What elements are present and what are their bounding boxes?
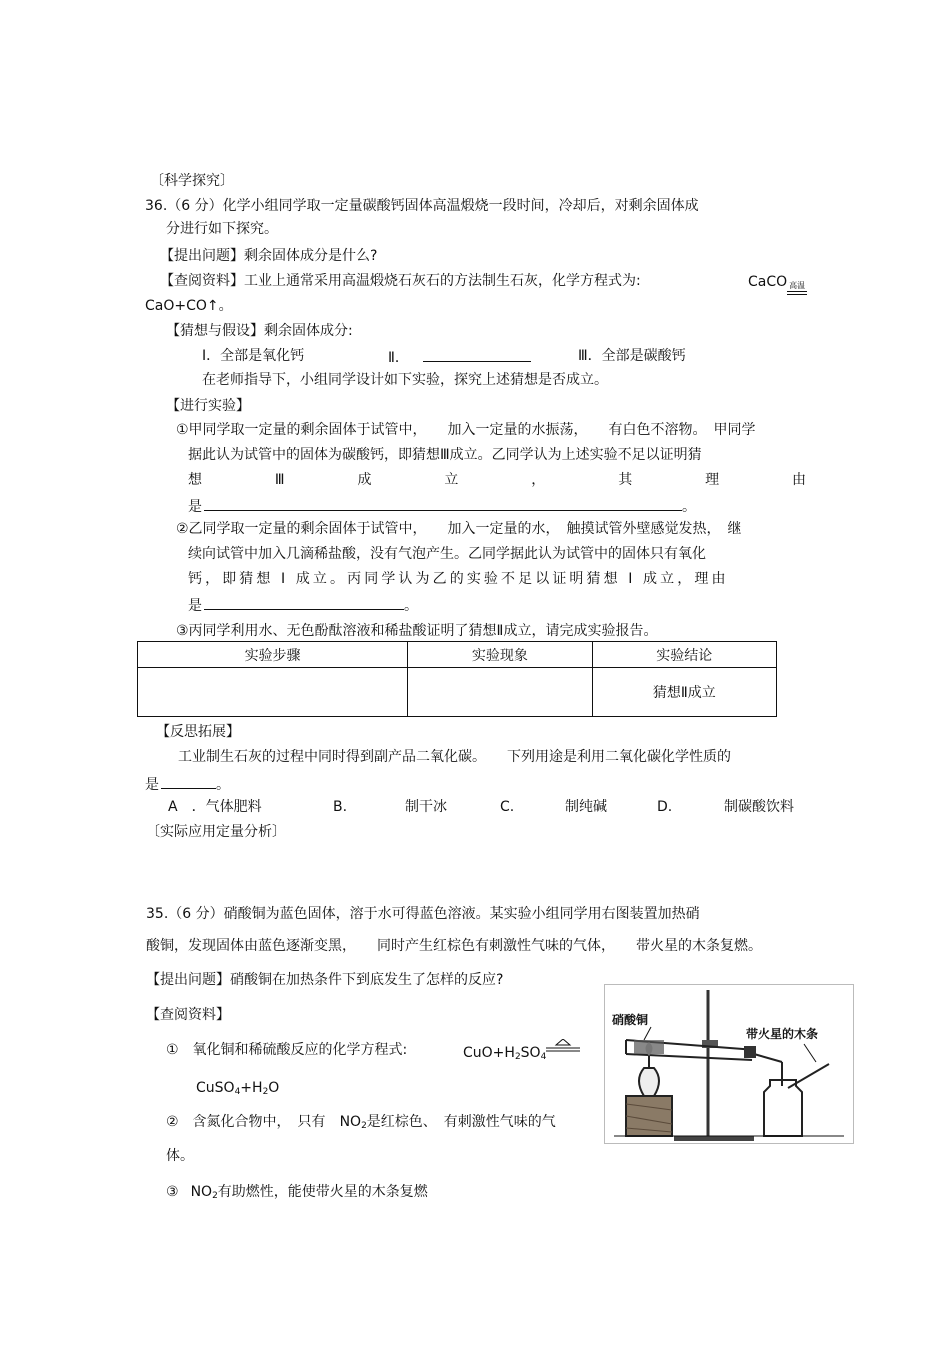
exp3-text: ③丙同学利用水、无色酚酞溶液和稀盐酸证明了猜想Ⅱ成立，请完成实验报告。 — [176, 623, 658, 639]
exp1-line2: 据此认为试管中的固体为碳酸钙，即猜想Ⅲ成立。乙同学认为上述实验不足以证明猜 — [188, 447, 702, 463]
ref1-equation: $CuO+H_2SO_4$ — [463, 1043, 580, 1066]
q35-question: 【提出问题】硝酸铜在加热条件下到底发生了怎样的反应? — [146, 972, 504, 988]
answer-blank-hyp2[interactable] — [423, 347, 531, 362]
q35-line1: 35.（6 分）硝酸铜为蓝色固体，溶于水可得蓝色溶液。某实验小组同学用右图装置加热硝 — [146, 906, 700, 922]
q36-question: 【提出问题】剩余固体成分是什么? — [160, 248, 378, 264]
section-label-application: 〔实际应用定量分析〕 — [146, 824, 286, 840]
triangle-icon — [546, 1039, 580, 1055]
figure-label-copper-nitrate: 硝酸铜 — [612, 1013, 649, 1027]
option-b-letter[interactable]: B. — [333, 799, 348, 815]
answer-blank-reason2[interactable] — [204, 595, 404, 610]
q36-line2: 分进行如下探究。 — [166, 221, 278, 237]
equation-product: CaO+CO↑。 — [145, 298, 233, 314]
table-cell-conclusion: 猜想Ⅱ成立 — [592, 668, 776, 717]
ref2-line2: 体。 — [166, 1148, 194, 1164]
hypothesis-title: 【猜想与假设】剩余固体成分: — [166, 323, 353, 339]
exp2-line2: 续向试管中加入几滴稀盐酸，没有气泡产生。乙同学据此认为试管中的固体只有氧化 — [188, 546, 706, 562]
option-a[interactable]: A ．气体肥料 — [168, 799, 262, 815]
experiment-report-table — [137, 641, 777, 717]
equals-sign — [787, 291, 807, 295]
option-c-letter[interactable]: C. — [500, 799, 515, 815]
exp2-line4: 是 。 — [188, 595, 418, 615]
hypothesis-3: Ⅲ．全部是碳酸钙 — [578, 348, 686, 364]
option-b-text[interactable]: 制干冰 — [405, 799, 447, 815]
table-header-steps: 实验步骤 — [138, 642, 408, 668]
heat-sign — [546, 1043, 580, 1057]
equation-condition: 高温 — [789, 281, 806, 290]
exp1-line3: 想 Ⅲ 成 立 ， 其 理 由 — [188, 472, 806, 488]
table-header-conclusion: 实验结论 — [592, 642, 776, 668]
hypothesis-2: Ⅱ． — [388, 347, 531, 367]
option-c-text[interactable]: 制纯碱 — [565, 799, 607, 815]
q35-reference-title: 【查阅资料】 — [146, 1007, 230, 1023]
q35-line2: 酸铜，发现固体由蓝色逐渐变黑， 同时产生红棕色有刺激性气味的气体， 带火星的木条复燃。 — [146, 938, 762, 954]
answer-blank-reason1[interactable] — [204, 496, 682, 511]
table-cell-steps[interactable] — [138, 668, 408, 717]
guide-text: 在老师指导下，小组同学设计如下实验，探究上述猜想是否成立。 — [202, 372, 608, 388]
reflect-title: 【反思拓展】 — [156, 724, 240, 740]
q36-line1: 36.（6 分）化学小组同学取一定量碳酸钙固体高温煅烧一段时间，冷却后，对剩余固体成 — [145, 198, 699, 214]
apparatus-figure — [604, 984, 854, 1144]
hypothesis-1: I．全部是氧化钙 — [202, 348, 305, 364]
exp1-line4: 是 。 — [188, 496, 696, 516]
ref1-text: ① 氧化铜和稀硫酸反应的化学方程式: — [166, 1042, 408, 1058]
reflect-line2: 是 。 — [145, 774, 230, 794]
option-d-letter[interactable]: D. — [657, 799, 673, 815]
equation-reactant: CaCO 高温 — [748, 273, 807, 291]
answer-blank-reflect[interactable] — [161, 774, 216, 789]
apparatus-diagram — [604, 984, 854, 1144]
ref3-text: ③ $NO_2$有助燃性，能使带火星的木条复燃 — [166, 1184, 428, 1201]
section-label-science: 〔科学探究〕 — [150, 173, 234, 189]
figure-label-splint: 带火星的木条 — [746, 1027, 819, 1041]
table-header-phenomena: 实验现象 — [408, 642, 592, 668]
ref2-line1: ② 含氮化合物中， 只有 $NO_2$是红棕色、 有刺激性气味的气 — [166, 1114, 556, 1131]
table-cell-phenomena[interactable] — [408, 668, 592, 717]
option-d-text[interactable]: 制碳酸饮料 — [724, 799, 794, 815]
exp2-line3: 钙，即猜想 I 成立。丙同学认为乙的实验不足以证明猜想 I 成立，理由 — [188, 571, 729, 587]
ref1-equation-product: $CuSO_4+H_2O$ — [196, 1080, 280, 1097]
exp1-line1: ①甲同学取一定量的剩余固体于试管中， 加入一定量的水振荡， 有白色不溶物。 甲同学 — [176, 422, 756, 438]
exp2-line1: ②乙同学取一定量的剩余固体于试管中， 加入一定量的水， 触摸试管外壁感觉发热， 继 — [176, 521, 742, 537]
experiment-title: 【进行实验】 — [166, 398, 250, 414]
reflect-line1: 工业制生石灰的过程中同时得到副产品二氧化碳。 下列用途是利用二氧化碳化学性质的 — [178, 749, 731, 765]
q36-reference: 【查阅资料】工业上通常采用高温煅烧石灰石的方法制生石灰，化学方程式为: — [160, 273, 641, 289]
